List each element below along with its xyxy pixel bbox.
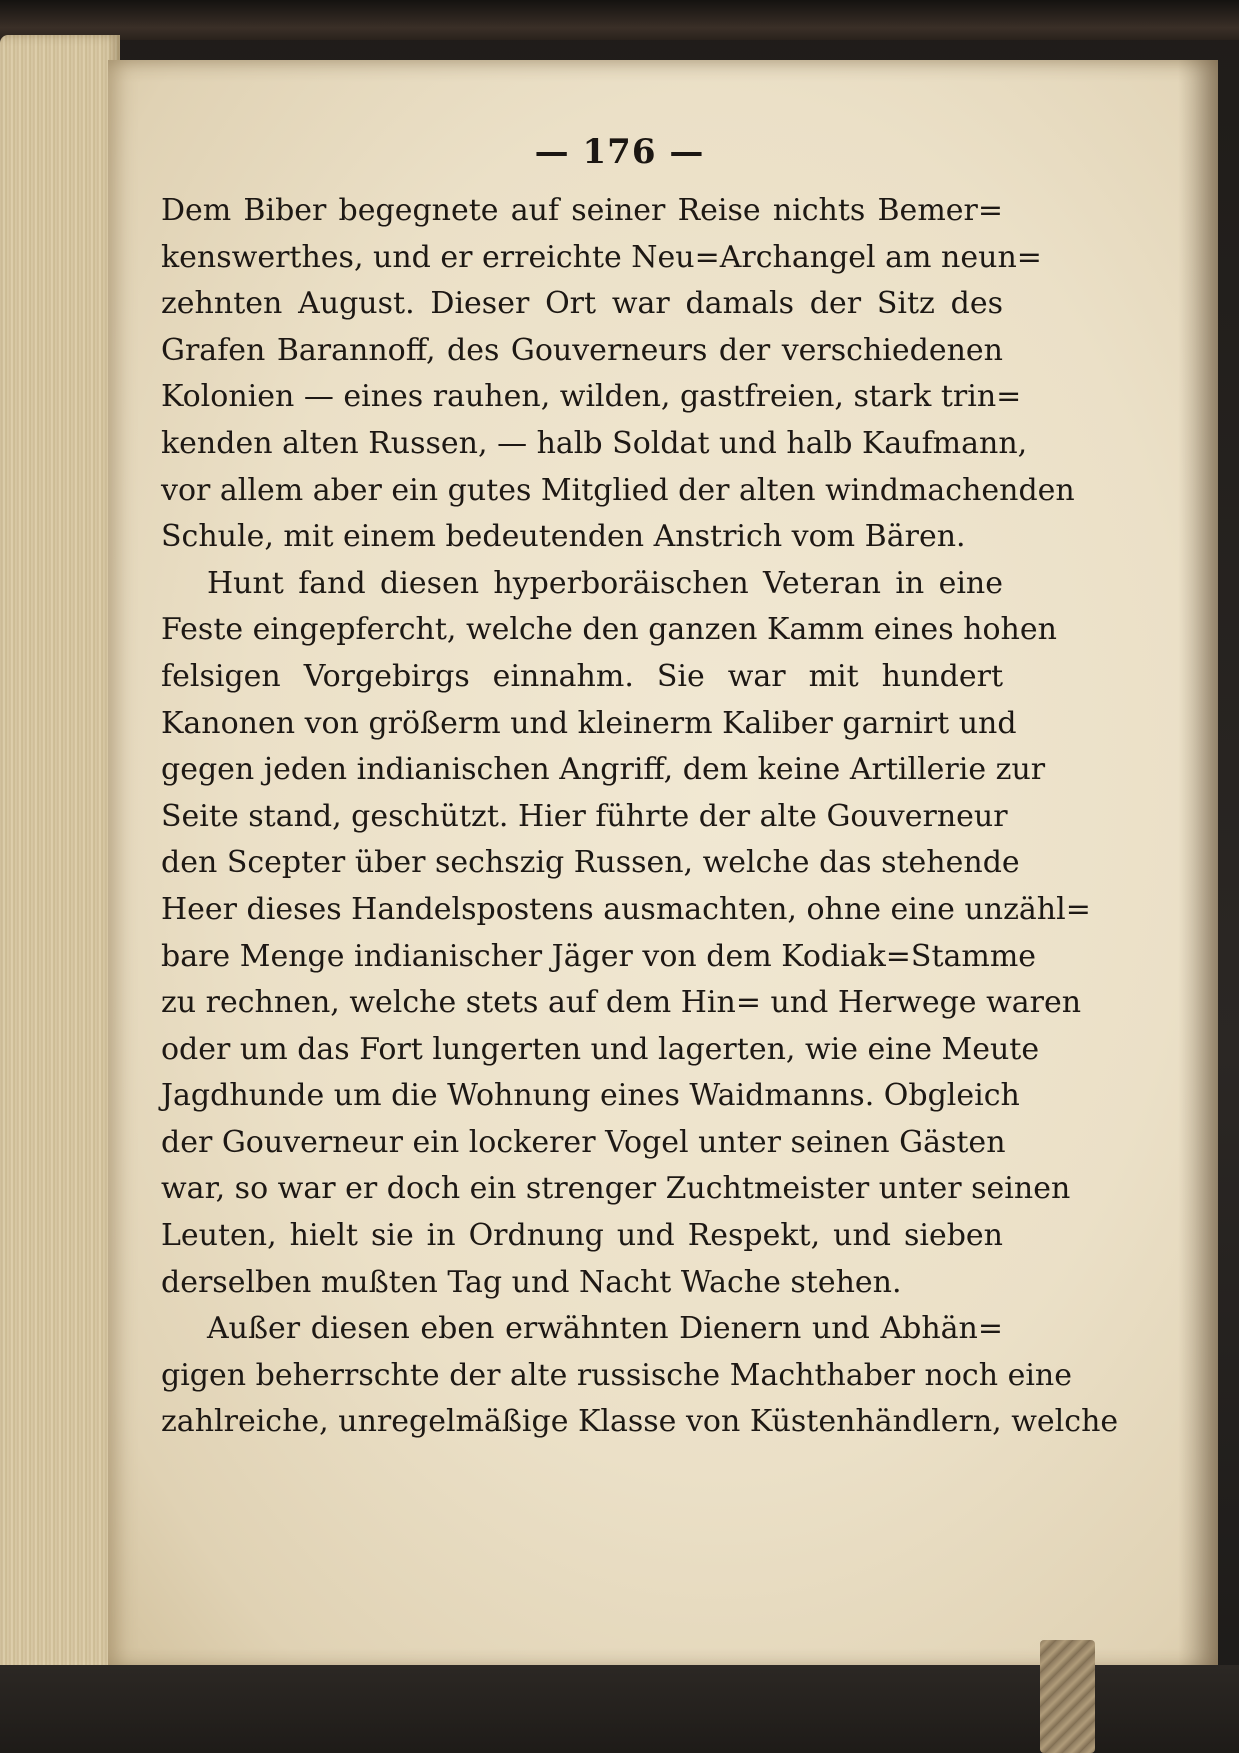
text-line: kenden alten Russen, — halb Soldat und halb Kaufmann, [161, 425, 1028, 461]
text-line: Feste eingepfercht, welche den ganzen Kamm eines hohen [161, 612, 1057, 648]
text-line: der Gouverneur ein lockerer Vogel unter seinen Gästen [161, 1124, 1006, 1160]
page-number: — 176 — [534, 132, 705, 172]
text-line: oder um das Fort lungerten und lagerten, wie eine Meute [161, 1031, 1040, 1067]
spine-shadow [1178, 60, 1218, 1670]
text-line: den Scepter über sechszig Russen, welche das stehende [161, 845, 1020, 881]
text-line: zehnten August. Dieser Ort war damals der Sitz des [161, 286, 1003, 322]
text-line: Grafen Barannoff, des Gouverneurs der verschiedenen [161, 332, 1003, 368]
text-line: Kanonen von größerm und kleinerm Kaliber garnirt und [161, 705, 1017, 741]
text-line: Seite stand, geschützt. Hier führte der alte Gouverneur [161, 798, 1008, 834]
text-line: derselben mußten Tag und Nacht Wache stehen. [161, 1264, 902, 1300]
bookmark-ribbon [1040, 1640, 1095, 1753]
text-line: Heer dieses Handelspostens ausmachten, ohne eine unzähl= [161, 891, 1091, 927]
text-line: war, so war er doch ein strenger Zuchtmeister unter seinen [161, 1171, 1071, 1207]
text-line: Außer diesen eben erwähnten Dienern und Abhän= [207, 1311, 1003, 1347]
book-cover-edge [0, 0, 1239, 40]
text-line: zu rechnen, welche stets auf dem Hin= und Herwege waren [161, 985, 1082, 1021]
text-line: Jagdhunde um die Wohnung eines Waidmanns. Obgleich [161, 1078, 1020, 1114]
text-line: kenswerthes, und er erreichte Neu=Archangel am neun= [161, 239, 1042, 275]
text-line: gegen jeden indianischen Angriff, dem keine Artillerie zur [161, 752, 1046, 788]
text-line: vor allem aber ein gutes Mitglied der alten windmachenden [161, 472, 1075, 508]
text-line: Kolonien — eines rauhen, wilden, gastfreien, stark trin= [161, 379, 1022, 415]
body-text [161, 188, 1119, 1446]
text-line: Schule, mit einem bedeutenden Anstrich vom Bären. [161, 519, 966, 555]
page-stack [0, 35, 120, 1675]
text-line: gigen beherrschte der alte russische Machthaber noch eine [161, 1357, 1073, 1393]
text-line: zahlreiche, unregelmäßige Klasse von Küstenhändlern, welche [161, 1404, 1119, 1440]
text-line: Leuten, hielt sie in Ordnung und Respekt, und sieben [161, 1218, 1003, 1254]
text-line: Dem Biber begegnete auf seiner Reise nichts Bemer= [161, 193, 1003, 228]
text-line: bare Menge indianischer Jäger von dem Kodiak=Stamme [161, 938, 1037, 974]
text-line: felsigen Vorgebirgs einnahm. Sie war mit hundert [161, 658, 1003, 694]
text-line: Hunt fand diesen hyperboräischen Veteran in eine [207, 565, 1003, 601]
